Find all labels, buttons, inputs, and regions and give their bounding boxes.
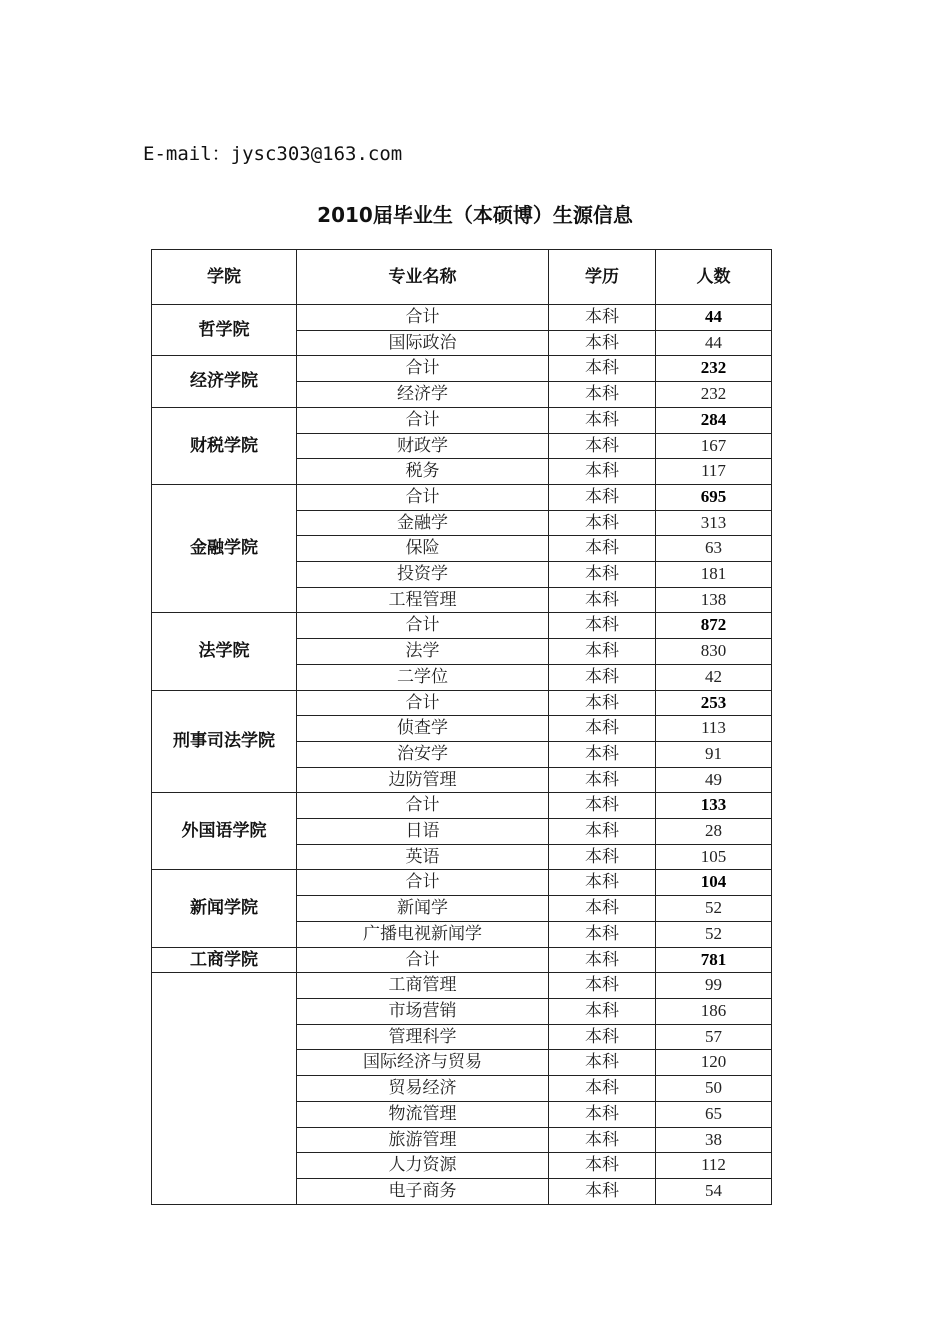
major-cell: 合计 — [297, 356, 549, 382]
major-cell: 合计 — [297, 613, 549, 639]
page-title: 2010届毕业生（本硕博）生源信息 — [317, 203, 633, 227]
major-cell: 新闻学 — [297, 896, 549, 922]
table-row — [152, 613, 772, 639]
table-row — [152, 793, 772, 819]
table-row — [152, 407, 772, 433]
count-cell: 63 — [656, 536, 772, 562]
count-cell: 167 — [656, 433, 772, 459]
major-cell: 合计 — [297, 793, 549, 819]
major-cell: 合计 — [297, 870, 549, 896]
college-cell: 财税学院 — [152, 407, 297, 484]
degree-cell: 本科 — [549, 536, 656, 562]
total-count-cell: 781 — [656, 947, 772, 973]
degree-cell: 本科 — [549, 1050, 656, 1076]
header-college: 学院 — [152, 250, 297, 305]
college-cell: 哲学院 — [152, 305, 297, 356]
major-cell: 旅游管理 — [297, 1127, 549, 1153]
degree-cell: 本科 — [549, 433, 656, 459]
degree-cell: 本科 — [549, 793, 656, 819]
table-row — [152, 484, 772, 510]
header-major: 专业名称 — [297, 250, 549, 305]
graduates-table — [151, 249, 772, 1205]
degree-cell: 本科 — [549, 407, 656, 433]
degree-cell: 本科 — [549, 870, 656, 896]
major-cell: 工商管理 — [297, 973, 549, 999]
count-cell: 44 — [656, 330, 772, 356]
count-cell: 38 — [656, 1127, 772, 1153]
total-count-cell: 232 — [656, 356, 772, 382]
header-count: 人数 — [656, 250, 772, 305]
degree-cell: 本科 — [549, 664, 656, 690]
count-cell: 120 — [656, 1050, 772, 1076]
college-cell: 工商学院 — [152, 947, 297, 973]
major-cell: 合计 — [297, 690, 549, 716]
major-cell: 人力资源 — [297, 1153, 549, 1179]
total-count-cell: 872 — [656, 613, 772, 639]
degree-cell: 本科 — [549, 1101, 656, 1127]
major-cell: 金融学 — [297, 510, 549, 536]
count-cell: 50 — [656, 1076, 772, 1102]
college-cell: 经济学院 — [152, 356, 297, 407]
degree-cell: 本科 — [549, 844, 656, 870]
degree-cell: 本科 — [549, 510, 656, 536]
degree-cell: 本科 — [549, 690, 656, 716]
degree-cell: 本科 — [549, 767, 656, 793]
degree-cell: 本科 — [549, 330, 656, 356]
degree-cell: 本科 — [549, 639, 656, 665]
major-cell: 财政学 — [297, 433, 549, 459]
major-cell: 合计 — [297, 484, 549, 510]
count-cell: 91 — [656, 741, 772, 767]
degree-cell: 本科 — [549, 562, 656, 588]
major-cell: 合计 — [297, 947, 549, 973]
degree-cell: 本科 — [549, 741, 656, 767]
major-cell: 市场营销 — [297, 998, 549, 1024]
major-cell: 边防管理 — [297, 767, 549, 793]
degree-cell: 本科 — [549, 1024, 656, 1050]
count-cell: 57 — [656, 1024, 772, 1050]
college-cell: 金融学院 — [152, 484, 297, 613]
total-count-cell: 695 — [656, 484, 772, 510]
major-cell: 电子商务 — [297, 1178, 549, 1204]
total-count-cell: 44 — [656, 305, 772, 331]
major-cell: 法学 — [297, 639, 549, 665]
table-row — [152, 947, 772, 973]
count-cell: 117 — [656, 459, 772, 485]
major-cell: 投资学 — [297, 562, 549, 588]
major-cell: 日语 — [297, 819, 549, 845]
degree-cell: 本科 — [549, 382, 656, 408]
major-cell: 管理科学 — [297, 1024, 549, 1050]
major-cell: 经济学 — [297, 382, 549, 408]
major-cell: 英语 — [297, 844, 549, 870]
major-cell: 侦查学 — [297, 716, 549, 742]
degree-cell: 本科 — [549, 921, 656, 947]
degree-cell: 本科 — [549, 998, 656, 1024]
email-line: E-mail：jysc303@163.com — [143, 143, 403, 165]
table-body — [152, 305, 772, 1205]
table-row — [152, 356, 772, 382]
major-cell: 税务 — [297, 459, 549, 485]
degree-cell: 本科 — [549, 973, 656, 999]
college-cell: 外国语学院 — [152, 793, 297, 870]
count-cell: 49 — [656, 767, 772, 793]
major-cell: 二学位 — [297, 664, 549, 690]
college-cell — [152, 973, 297, 1204]
degree-cell: 本科 — [549, 1153, 656, 1179]
count-cell: 113 — [656, 716, 772, 742]
college-cell: 法学院 — [152, 613, 297, 690]
count-cell: 112 — [656, 1153, 772, 1179]
count-cell: 28 — [656, 819, 772, 845]
total-count-cell: 133 — [656, 793, 772, 819]
major-cell: 工程管理 — [297, 587, 549, 613]
total-count-cell: 104 — [656, 870, 772, 896]
degree-cell: 本科 — [549, 819, 656, 845]
table-row — [152, 870, 772, 896]
table-row — [152, 305, 772, 331]
count-cell: 181 — [656, 562, 772, 588]
major-cell: 国际政治 — [297, 330, 549, 356]
count-cell: 54 — [656, 1178, 772, 1204]
degree-cell: 本科 — [549, 459, 656, 485]
count-cell: 186 — [656, 998, 772, 1024]
count-cell: 313 — [656, 510, 772, 536]
degree-cell: 本科 — [549, 896, 656, 922]
count-cell: 52 — [656, 921, 772, 947]
degree-cell: 本科 — [549, 1178, 656, 1204]
count-cell: 105 — [656, 844, 772, 870]
major-cell: 国际经济与贸易 — [297, 1050, 549, 1076]
count-cell: 65 — [656, 1101, 772, 1127]
count-cell: 99 — [656, 973, 772, 999]
major-cell: 治安学 — [297, 741, 549, 767]
major-cell: 物流管理 — [297, 1101, 549, 1127]
degree-cell: 本科 — [549, 484, 656, 510]
major-cell: 合计 — [297, 407, 549, 433]
total-count-cell: 253 — [656, 690, 772, 716]
degree-cell: 本科 — [549, 305, 656, 331]
degree-cell: 本科 — [549, 716, 656, 742]
table-header-row — [152, 250, 772, 305]
major-cell: 广播电视新闻学 — [297, 921, 549, 947]
college-cell: 新闻学院 — [152, 870, 297, 947]
degree-cell: 本科 — [549, 1076, 656, 1102]
major-cell: 贸易经济 — [297, 1076, 549, 1102]
major-cell: 保险 — [297, 536, 549, 562]
table-row — [152, 973, 772, 999]
count-cell: 42 — [656, 664, 772, 690]
header-degree: 学历 — [549, 250, 656, 305]
count-cell: 830 — [656, 639, 772, 665]
college-cell: 刑事司法学院 — [152, 690, 297, 793]
degree-cell: 本科 — [549, 613, 656, 639]
major-cell: 合计 — [297, 305, 549, 331]
degree-cell: 本科 — [549, 587, 656, 613]
table-row — [152, 690, 772, 716]
total-count-cell: 284 — [656, 407, 772, 433]
count-cell: 232 — [656, 382, 772, 408]
count-cell: 52 — [656, 896, 772, 922]
degree-cell: 本科 — [549, 947, 656, 973]
count-cell: 138 — [656, 587, 772, 613]
degree-cell: 本科 — [549, 1127, 656, 1153]
degree-cell: 本科 — [549, 356, 656, 382]
